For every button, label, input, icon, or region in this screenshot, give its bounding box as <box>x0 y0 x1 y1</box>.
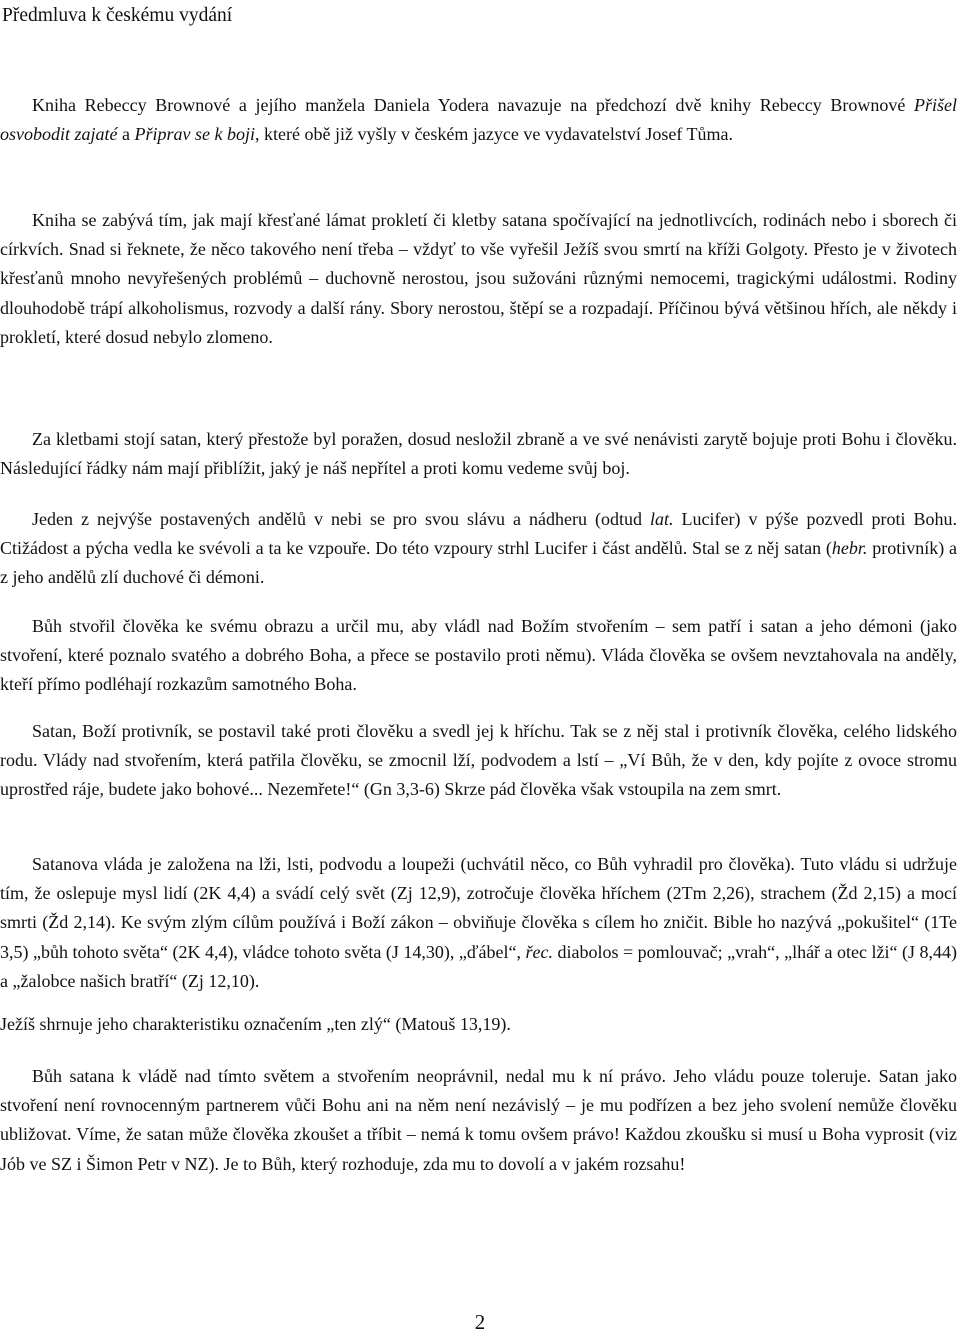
paragraph-7-text-a: Satanova vláda je založena na lži, lsti, podvodu a loupeži (uchvátil něco, co Bůh vyhradil pro člověka). Tuto vládu si udržuje tím, že oslepuje mysl lidí (2K 4,4) a svádí celý svět (Zj 12,9), zotročuje člověka hříchem (2Tm 2,26), strachem (Žd 2,15) a mocí smrti (Žd 2,14). Ke svým zlým cílům používá i Boží zákon – obviňuje člověka s cílem ho zničit. Bible ho nazývá „pokušitel“ (1Te 3,5) „bůh tohoto světa“ (2K 4,4), vládce tohoto světa (J 14,30), „ďábel“, <box>0 854 957 962</box>
paragraph-5: Bůh stvořil člověka ke svému obrazu a určil mu, aby vládl nad Božím stvořením – sem patří i satan a jeho démoni (jako stvoření, které poznalo svatého a dobrého Boha, a přece se postavilo proti němu). Vláda člověka se ovšem nevztahovala na anděly, kteří přímo podléhají rozkazům samotného Boha. <box>0 616 957 695</box>
paragraph-3: Za kletbami stojí satan, který přestože byl poražen, dosud nesložil zbraně a ve své nenávisti zarytě bojuje proti Bohu i člověku. Následující řádky nám mají přiblížit, jaký je náš nepřítel a proti komu vedeme svůj boj. <box>0 429 957 479</box>
book-title-2: Připrav se k boji <box>134 124 255 145</box>
paragraph-4 <box>0 505 957 593</box>
paragraph-6: Satan, Boží protivník, se postavil také proti člověku a svedl jej k hříchu. Tak se z něj stal i protivník člověka, celého lidského rodu. Vlády nad stvořením, která patřila člověku, se zmocnil lží, podvodem a lstí – „Ví Bůh, že v den, kdy pojíte z ovoce stromu uprostřed ráje, budete jako bohové... Nezemřete!“ (Gn 3,3-6) Skrze pád člověka však vstoupila na zem smrt. <box>0 721 957 800</box>
paragraph-4-text-c: Lucifer) v pýše pozvedl proti Bohu. Ctižádost a pýcha vedla ke svévoli a ta ke vzpouře. Do této vzpoury strhl Lucifer i část andělů. Stal se z něj satan ( <box>0 509 957 559</box>
paragraph-8: Ježíš shrnuje jeho charakteristiku označením „ten zlý“ (Matouš 13,19). <box>0 1014 511 1034</box>
paragraph-1-text-c: a <box>117 124 135 145</box>
abbrev-lat: lat. <box>649 509 674 529</box>
abbrev-hebr: hebr. <box>831 538 868 559</box>
page-title: Předmluva k českému vydání <box>2 5 233 26</box>
book-title-1: Přišel osvobodit zajaté <box>0 95 957 145</box>
paragraph-1-text-a: Kniha Rebeccy Brownové a jejího manžela Daniela Yodera navazuje na předchozí dvě knihy Rebeccy Brownové <box>32 95 914 115</box>
paragraph-7 <box>0 850 957 996</box>
paragraph-4-text-a: Jeden z nejvýše postavených andělů v nebi se pro svou slávu a nádheru (odtud <box>32 509 650 529</box>
paragraph-1-text-e: , které obě již vyšly v českém jazyce ve vydavatelství Josef Tůma. <box>254 124 733 145</box>
paragraph-9: Bůh satana k vládě nad tímto světem a stvořením neoprávnil, nedal mu k ní právo. Jeho vládu pouze toleruje. Satan jako stvoření není rovnocenným partnerem vůči Bohu ani na něm není nezávislý – je mu podřízen a bez jeho svolení nemůže člověku ubližovat. Víme, že satan může člověka zkoušet a tříbit – nemá k tomu ovšem právo! Každou zkoušku si musí u Boha vyprosit (viz Jób ve SZ i Šimon Petr v NZ). Je to Bůh, který rozhoduje, zda mu to dovolí a v jakém rozsahu! <box>0 1066 957 1174</box>
paragraph-7-text-c: diabolos = pomlouvač; „vrah“, „lhář a otec lži“ (J 8,44) a „žalobce našich bratří“ (Zj 12,10). <box>0 941 957 991</box>
paragraph-2: Kniha se zabývá tím, jak mají křesťané lámat prokletí či kletby satana spočívající na jednotlivcích, rodinách nebo i sborech či církvích. Snad si řeknete, že něco takového není třeba – vždyť to vše vyřešil Ježíš svou smrtí na kříži Golgoty. Přesto je v životech křesťanů mnoho nevyřešených problémů – duchovně nerostou, jsou sužováni různými nemocemi, tragickými událostmi. Rodiny dlouhodobě trápí alkoholismus, rozvody a další rány. Sbory nerostou, štěpí se a rozpadají. Příčinou bývá většinou hřích, ale někdy i prokletí, které dosud nebylo zlomeno. <box>0 210 957 347</box>
abbrev-rec: řec. <box>525 941 553 962</box>
paragraph-1 <box>0 91 957 149</box>
paragraph-4-text-e: protivník) a z jeho andělů zlí duchové či démoni. <box>0 538 957 588</box>
page-number: 2 <box>474 1310 486 1334</box>
